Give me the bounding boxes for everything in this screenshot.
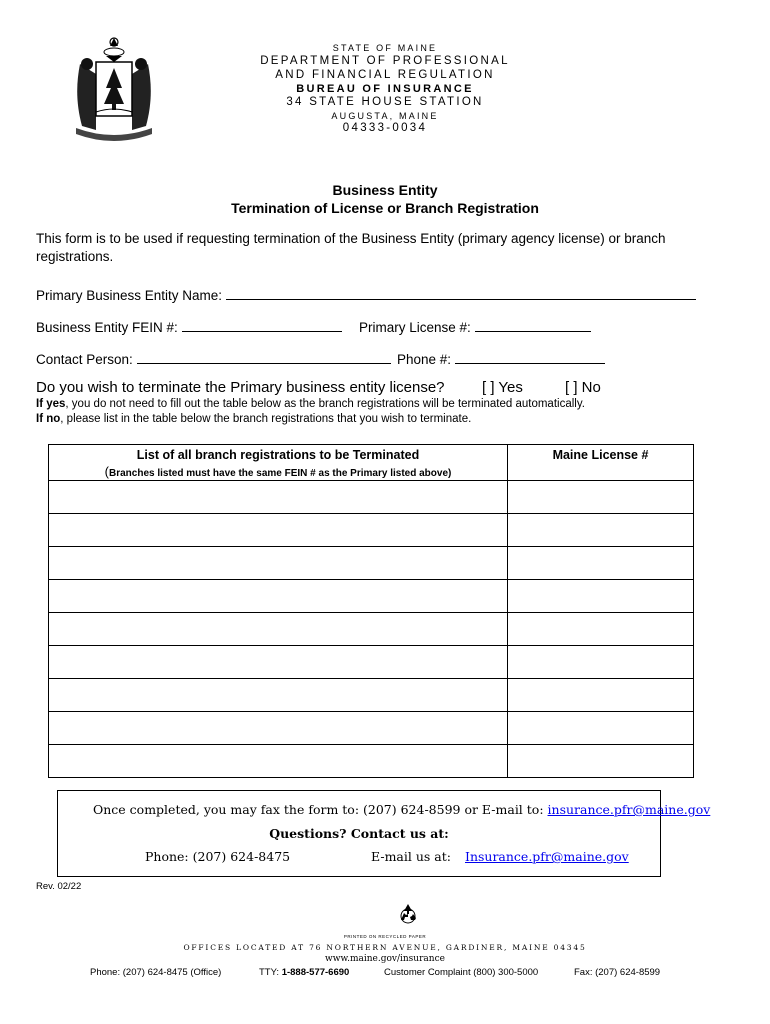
state-seal-logo [66, 34, 162, 142]
entity-name-field[interactable] [36, 287, 696, 303]
no-checkbox[interactable]: [ ] No [565, 379, 601, 396]
contact-email-label: E-mail us at: [371, 849, 451, 864]
if-yes-text: , you do not need to fill out the table below as the branch registrations will be terminated automatically. [65, 398, 585, 410]
contact-person-label: Contact Person: [36, 352, 133, 367]
entity-name-label: Primary Business Entity Name: [36, 288, 223, 303]
contact-person-field[interactable] [36, 351, 391, 367]
license-number-cell[interactable] [508, 580, 694, 613]
phone-line[interactable] [455, 351, 605, 364]
branch-column-header [49, 445, 508, 481]
website-link[interactable]: www.maine.gov/insurance [325, 954, 445, 964]
primary-license-field[interactable] [359, 319, 591, 335]
city-address: AUGUSTA, MAINE [331, 111, 439, 121]
table-body [49, 481, 694, 778]
bureau-name: BUREAU OF INSURANCE [296, 83, 474, 95]
table-row [49, 547, 694, 580]
contact-email-link[interactable]: Insurance.pfr@maine.gov [465, 849, 629, 864]
license-number-cell[interactable] [508, 514, 694, 547]
fax-email-link[interactable]: insurance.pfr@maine.gov [547, 802, 711, 817]
contact-box [57, 790, 711, 877]
footer-tty: TTY: 1-888-577-6690 [259, 967, 350, 978]
branch-registrations-table [48, 444, 694, 778]
station-address: 34 STATE HOUSE STATION [286, 96, 484, 108]
table-row [49, 514, 694, 547]
printed-recycled-note: PRINTED ON RECYCLED PAPER [343, 934, 427, 939]
fein-line[interactable] [182, 319, 342, 332]
footer-fax: Fax: (207) 624-8599 [574, 967, 661, 978]
branch-name-cell[interactable] [49, 514, 508, 547]
entity-name-line[interactable] [226, 287, 696, 300]
if-yes-bold: If yes [36, 398, 66, 410]
primary-license-line[interactable] [475, 319, 591, 332]
phone-field[interactable] [397, 351, 605, 367]
table-row [49, 745, 694, 778]
table-row [49, 613, 694, 646]
footer-complaint: Customer Complaint (800) 300-5000 [384, 967, 539, 978]
zip-code: 04333-0034 [342, 122, 428, 134]
department-line1: DEPARTMENT OF PROFESSIONAL [260, 55, 510, 67]
branch-name-cell[interactable] [49, 613, 508, 646]
phone-label: Phone #: [397, 352, 452, 367]
license-number-cell[interactable] [508, 646, 694, 679]
form-title-line2: Termination of License or Branch Registration [231, 200, 539, 216]
if-no-text: , please list in the table below the branch registrations that you wish to terminate. [60, 413, 472, 425]
recycle-icon [398, 902, 418, 924]
department-line2: AND FINANCIAL REGULATION [275, 69, 495, 81]
license-number-cell[interactable] [508, 547, 694, 580]
branch-name-cell[interactable] [49, 547, 508, 580]
form-title-line1: Business Entity [332, 182, 438, 198]
branch-column-title: List of all branch registrations to be Terminated [136, 448, 420, 462]
branch-name-cell[interactable] [49, 712, 508, 745]
offices-address: OFFICES LOCATED AT 76 NORTHERN AVENUE, GARDINER, MAINE 04345 [183, 943, 587, 952]
branch-name-cell[interactable] [49, 646, 508, 679]
yes-checkbox[interactable]: [ ] Yes [482, 379, 523, 396]
table-row [49, 646, 694, 679]
terminate-question: Do you wish to terminate the Primary business entity license? [36, 379, 445, 396]
table-row [49, 679, 694, 712]
fein-field[interactable] [36, 319, 342, 335]
if-no-bold: If no [36, 413, 61, 425]
license-number-cell[interactable] [508, 613, 694, 646]
contact-phone: Phone: (207) 624-8475 [145, 849, 291, 864]
license-column-header: Maine License # [508, 445, 694, 481]
branch-name-cell[interactable] [49, 580, 508, 613]
license-number-cell[interactable] [508, 481, 694, 514]
revision-date: Rev. 02/22 [36, 881, 82, 892]
questions-heading: Questions? Contact us at: [269, 826, 449, 841]
license-number-cell[interactable] [508, 745, 694, 778]
table-header-row [49, 445, 694, 481]
intro-text: This form is to be used if requesting termination of the Business Entity (primary agency license) or branch registrations. [36, 231, 666, 264]
if-yes-instruction [36, 398, 585, 410]
fein-label: Business Entity FEIN #: [36, 320, 178, 335]
branch-name-cell[interactable] [49, 481, 508, 514]
license-number-cell[interactable] [508, 679, 694, 712]
state-name: STATE OF MAINE [332, 43, 438, 53]
table-row [49, 580, 694, 613]
tty-number: 1-888-577-6690 [281, 967, 350, 978]
branch-name-cell[interactable] [49, 745, 508, 778]
primary-license-label: Primary License #: [359, 320, 471, 335]
contact-person-line[interactable] [137, 351, 391, 364]
table-row [49, 712, 694, 745]
license-number-cell[interactable] [508, 712, 694, 745]
fax-instruction: Once completed, you may fax the form to: (207) 624-8599 or E-mail to: insurance.pfr@maine.gov [93, 802, 711, 817]
branch-name-cell[interactable] [49, 679, 508, 712]
branch-column-subtitle: (Branches listed must have the same FEIN # as the Primary listed above) [104, 464, 452, 479]
table-row [49, 481, 694, 514]
if-no-instruction [36, 413, 471, 425]
footer-phone: Phone: (207) 624-8475 (Office) [90, 967, 222, 978]
